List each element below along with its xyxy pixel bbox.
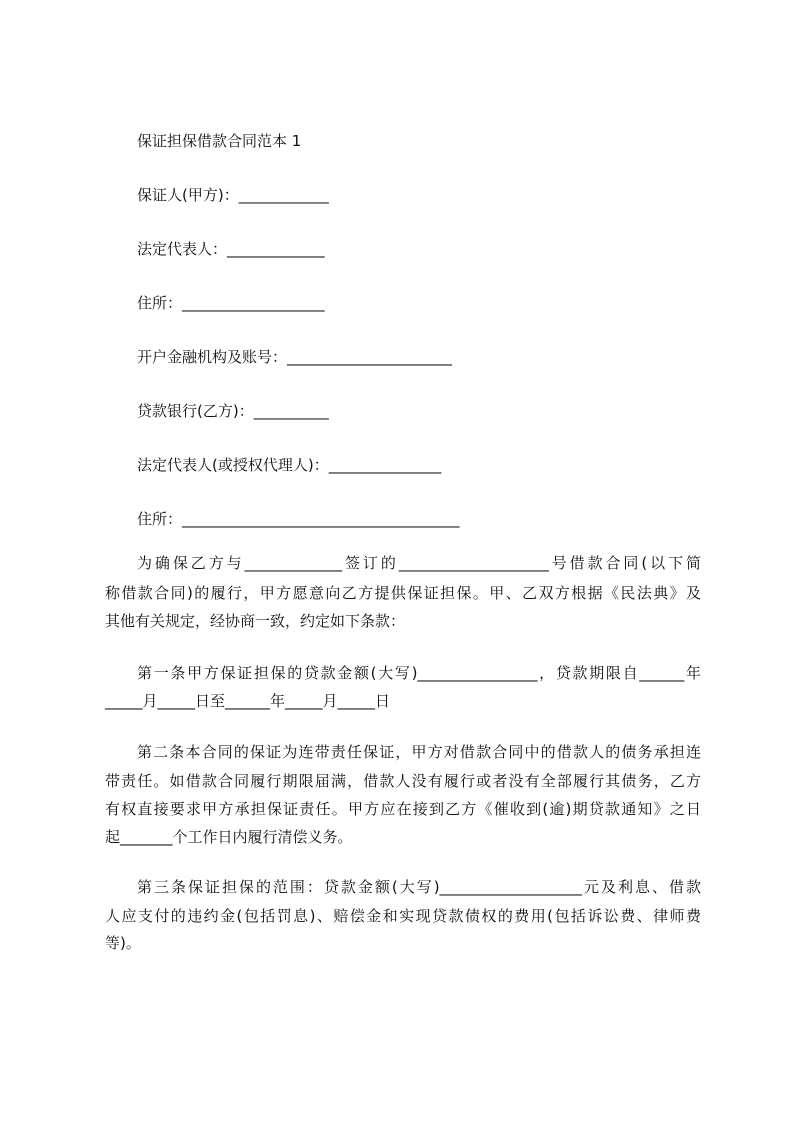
article2-line-4: 起_______个工作日内履行清偿义务。	[105, 828, 353, 846]
legal-rep-agent-field: 法定代表人(或授权代理人)：_______________	[137, 456, 442, 474]
intro-line-1: 为确保乙方与_____________签订的____________________号借款合同(以下简	[137, 554, 701, 572]
guarantor-field: 保证人(甲方)：____________	[137, 186, 329, 204]
article1-line-2: _____月_____日至______年_____月_____日	[105, 692, 391, 710]
article2-line-2: 带责任。如借款合同履行期限届满，借款人没有履行或者没有全部履行其债务，乙方	[105, 772, 701, 790]
bank-account-field: 开户金融机构及账号：______________________	[137, 348, 453, 366]
address-field-2: 住所：_____________________________________	[137, 510, 460, 528]
article3-line-3: 等)。	[105, 934, 141, 952]
document-title: 保证担保借款合同范本 1	[137, 132, 302, 150]
address-field-1: 住所：___________________	[137, 294, 325, 312]
intro-line-2: 称借款合同)的履行，甲方愿意向乙方提供保证担保。甲、乙双方根据《民法典》及	[105, 584, 701, 602]
lender-field: 贷款银行(乙方)：__________	[137, 402, 329, 420]
article2-line-1: 第二条本合同的保证为连带责任保证，甲方对借款合同中的借款人的债务承担连	[137, 743, 701, 761]
intro-line-3: 其他有关规定，经协商一致，约定如下条款：	[105, 612, 406, 630]
article2-line-3: 有权直接要求甲方承担保证责任。甲方应在接到乙方《催收到(逾)期贷款通知》之日	[105, 800, 701, 818]
article1-line-1: 第一条甲方保证担保的贷款金额(大写)________________，贷款期限自______年	[137, 664, 701, 682]
article3-line-1: 第三条保证担保的范围：贷款金额(大写)___________________元及利息、借款	[137, 878, 701, 896]
article3-line-2: 人应支付的违约金(包括罚息)、赔偿金和实现贷款债权的费用(包括诉讼费、律师费	[105, 907, 701, 925]
legal-rep-field: 法定代表人：_____________	[137, 240, 325, 258]
